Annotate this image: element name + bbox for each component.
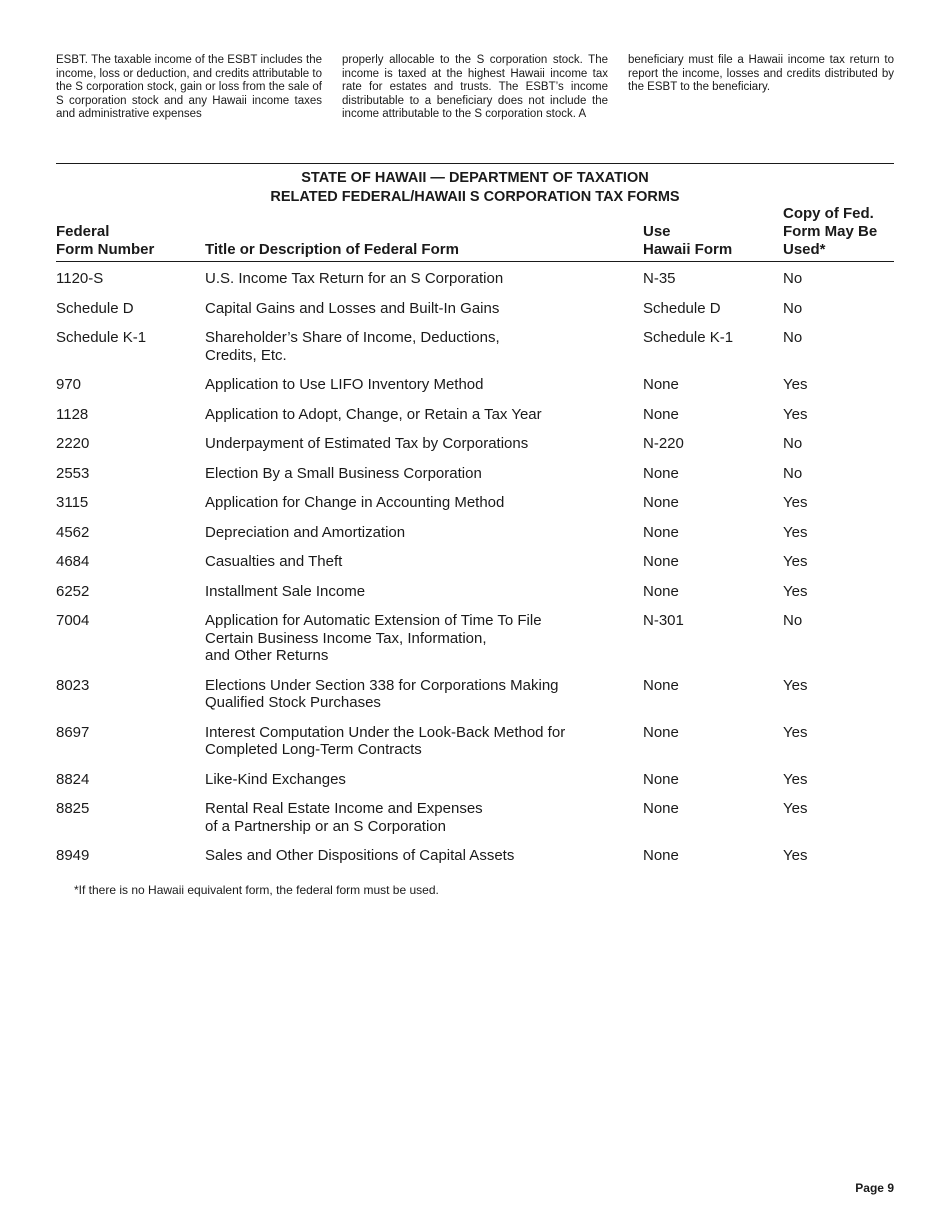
hawaii-form-cell: None: [643, 464, 679, 482]
hawaii-form-cell: Schedule D: [643, 299, 721, 317]
hawaii-form-cell: None: [643, 582, 679, 600]
copy-allowed-cell: No: [783, 435, 803, 452]
form-title-cell: Underpayment of Estimated Tax by Corporations: [205, 435, 529, 452]
form-title-cell: Shareholder’s Share of Income, Deductions, Credits, Etc.: [205, 329, 500, 364]
form-title-cell: Election By a Small Business Corporation: [205, 464, 482, 482]
form-title-cell: Interest Computation Under the Look-Back Method for Completed Long-Term Contracts: [205, 723, 566, 758]
form-number-cell: 2220: [56, 435, 90, 452]
hawaii-form-cell: None: [643, 553, 679, 570]
form-number-cell: 7004: [56, 612, 90, 629]
form-number-cell: 4562: [56, 523, 90, 541]
form-number-cell: Schedule K-1: [56, 329, 147, 346]
form-number-cell: 8023: [56, 676, 90, 694]
form-title-cell: Casualties and Theft: [205, 553, 343, 570]
table-row: [56, 677, 894, 724]
copy-allowed-cell: Yes: [783, 847, 808, 864]
table-row: [56, 553, 894, 583]
form-title-cell: Capital Gains and Losses and Built-In Gains: [205, 299, 500, 317]
hawaii-form-cell: None: [643, 405, 679, 423]
copy-allowed-cell: Yes: [783, 723, 808, 741]
table-row: [56, 724, 894, 771]
table-row: [56, 583, 894, 613]
hawaii-form-cell: None: [643, 847, 679, 864]
form-number-cell: 1120-S: [56, 270, 104, 287]
form-number-cell: 3115: [56, 494, 89, 511]
form-number-cell: 6252: [56, 582, 90, 600]
footnote: *If there is no Hawaii equivalent form, the federal form must be used.: [74, 883, 439, 897]
form-number-cell: 4684: [56, 553, 90, 570]
table-row: [56, 847, 894, 877]
hawaii-form-cell: N-220: [643, 435, 684, 452]
form-title-cell: Rental Real Estate Income and Expenses of a Partnership or an S Corporation: [205, 800, 483, 835]
table-row: [56, 435, 894, 465]
table-row: [56, 376, 894, 406]
page-number: Page 9: [855, 1181, 894, 1195]
section-divider: [56, 163, 894, 164]
form-title-cell: Installment Sale Income: [205, 582, 366, 600]
intro-text: [56, 54, 894, 122]
hawaii-form-cell: None: [643, 523, 679, 541]
copy-allowed-cell: Yes: [783, 676, 808, 694]
heading-line-2: RELATED FEDERAL/HAWAII S CORPORATION TAX FORMS: [270, 189, 680, 205]
table-row: [56, 771, 894, 801]
form-title-cell: Application to Use LIFO Inventory Method: [205, 376, 484, 393]
form-title-cell: Sales and Other Dispositions of Capital Assets: [205, 847, 515, 864]
copy-allowed-cell: Yes: [783, 770, 808, 788]
copy-allowed-cell: Yes: [783, 582, 808, 600]
form-number-cell: 8824: [56, 770, 90, 788]
intro-column-1: ESBT. The taxable income of the ESBT includes the income, loss or deduction, and credits attributable to the S corporation stock, gain or loss from the sale of S corporation stock and any Hawaii income taxes and administrative expenses: [56, 54, 322, 121]
table-row: [56, 270, 894, 300]
table-header: [56, 205, 894, 262]
copy-allowed-cell: No: [783, 329, 803, 346]
copy-allowed-cell: Yes: [783, 523, 808, 541]
intro-column-3: beneficiary must file a Hawaii income tax return to report the income, losses and credits distributed by the ESBT to the beneficiary.: [628, 54, 894, 94]
copy-allowed-cell: Yes: [783, 494, 808, 511]
table-row: [56, 465, 894, 495]
hawaii-form-cell: None: [643, 723, 679, 741]
table-row: [56, 800, 894, 847]
column-header-hawaii-form: Use Hawaii Form: [643, 223, 733, 258]
form-title-cell: Application for Automatic Extension of Time To File Certain Business Income Tax, Information, and Other Returns: [205, 612, 542, 664]
copy-allowed-cell: Yes: [783, 405, 808, 423]
hawaii-form-cell: N-35: [643, 270, 676, 287]
copy-allowed-cell: Yes: [783, 553, 808, 570]
hawaii-form-cell: None: [643, 770, 679, 788]
table-row: [56, 329, 894, 376]
hawaii-form-cell: N-301: [643, 612, 684, 629]
form-number-cell: 8825: [56, 800, 90, 817]
copy-allowed-cell: No: [783, 612, 803, 629]
intro-column-2: properly allocable to the S corporation stock. The income is taxed at the highest Hawaii income tax rate for estates and trusts. The ESBT’s income distributable to a beneficiary does not include the income attributable to the S corporation stock. A: [342, 54, 608, 121]
copy-allowed-cell: Yes: [783, 376, 808, 393]
form-title-cell: Application to Adopt, Change, or Retain a Tax Year: [205, 405, 542, 423]
form-number-cell: 1128: [56, 405, 89, 423]
column-header-title: Title or Description of Federal Form: [205, 241, 459, 258]
form-number-cell: 970: [56, 376, 82, 393]
table-row: [56, 406, 894, 436]
hawaii-form-cell: Schedule K-1: [643, 329, 734, 346]
column-header-copy-allowed: Copy of Fed. Form May Be Used*: [783, 205, 878, 258]
form-title-cell: Elections Under Section 338 for Corporations Making Qualified Stock Purchases: [205, 676, 559, 711]
form-number-cell: 8697: [56, 723, 90, 741]
copy-allowed-cell: Yes: [783, 800, 808, 817]
form-number-cell: Schedule D: [56, 299, 134, 317]
form-number-cell: 2553: [56, 464, 90, 482]
hawaii-form-cell: None: [643, 494, 679, 511]
copy-allowed-cell: No: [783, 299, 803, 317]
table-row: [56, 300, 894, 330]
table-body: [56, 270, 894, 877]
copy-allowed-cell: No: [783, 464, 803, 482]
table-heading: [56, 169, 894, 207]
copy-allowed-cell: No: [783, 270, 803, 287]
table-row: [56, 494, 894, 524]
table-row: [56, 612, 894, 677]
heading-line-1: STATE OF HAWAII — DEPARTMENT OF TAXATION: [301, 170, 649, 186]
column-header-form-number: Federal Form Number: [56, 223, 155, 258]
form-title-cell: U.S. Income Tax Return for an S Corporation: [205, 270, 504, 287]
form-title-cell: Like-Kind Exchanges: [205, 770, 346, 788]
hawaii-form-cell: None: [643, 800, 679, 817]
form-number-cell: 8949: [56, 847, 90, 864]
form-title-cell: Depreciation and Amortization: [205, 523, 406, 541]
table-row: [56, 524, 894, 554]
form-title-cell: Application for Change in Accounting Method: [205, 494, 505, 511]
hawaii-form-cell: None: [643, 676, 679, 694]
hawaii-form-cell: None: [643, 376, 679, 393]
